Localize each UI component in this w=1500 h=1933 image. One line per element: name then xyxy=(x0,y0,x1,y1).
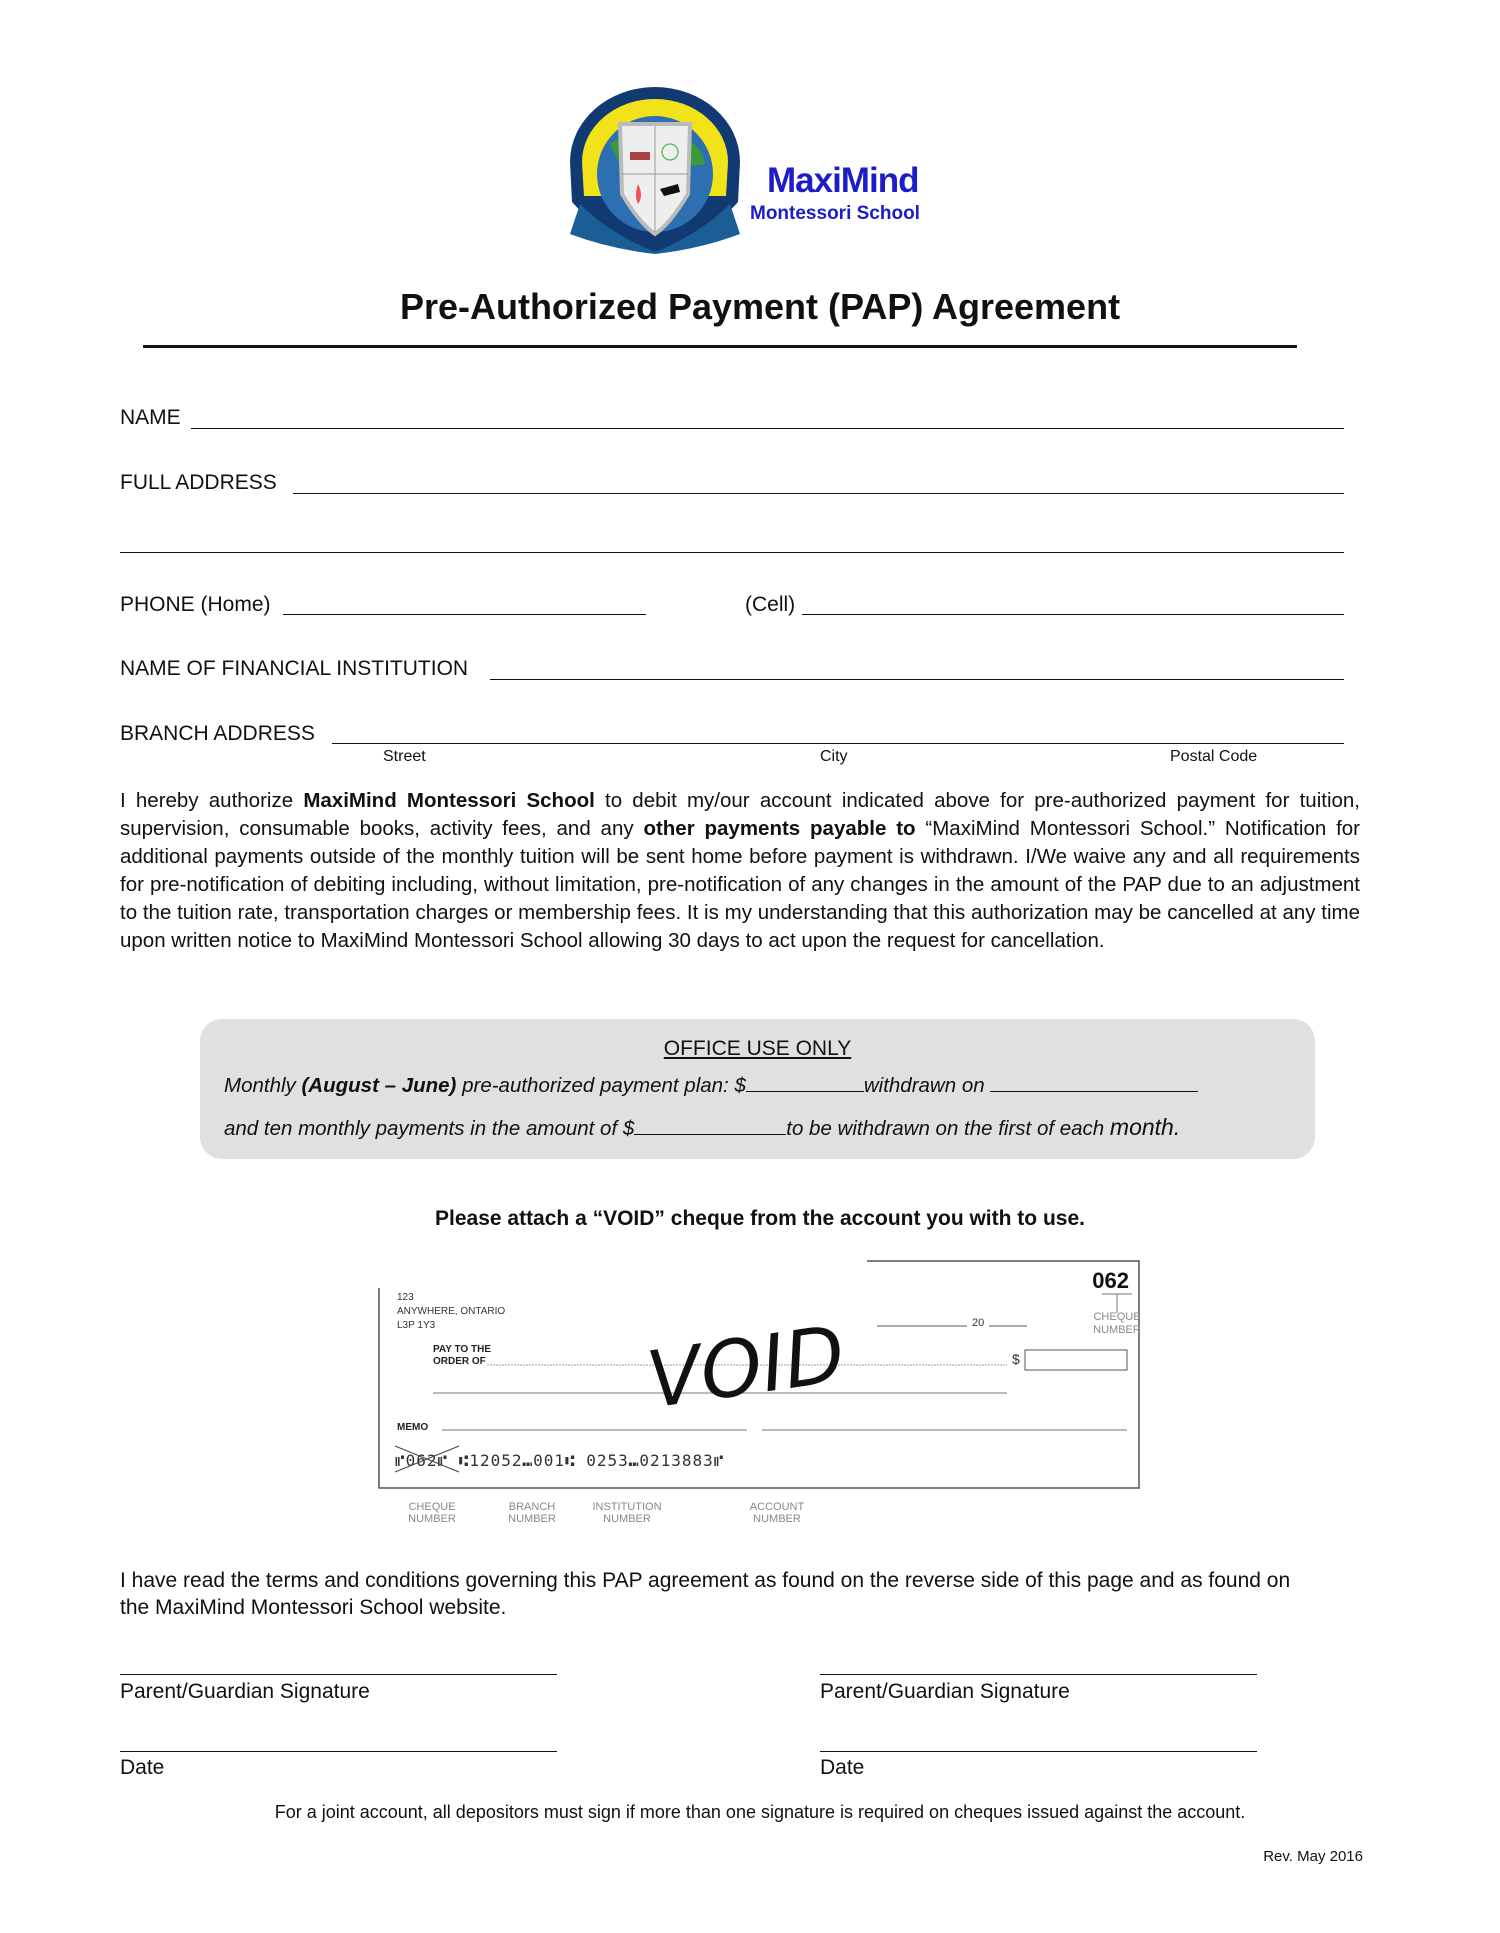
micr-cheque-caption-2: NUMBER xyxy=(408,1513,456,1523)
address-label: FULL ADDRESS xyxy=(120,471,277,494)
dollar-sign: $ xyxy=(1012,1351,1020,1367)
logo-emblem xyxy=(560,84,750,254)
street-sublabel: Street xyxy=(383,748,426,765)
account-caption: ACCOUNT xyxy=(749,1501,805,1513)
institution-label: NAME OF FINANCIAL INSTITUTION xyxy=(120,657,469,680)
institution-caption-2: NUMBER xyxy=(603,1513,651,1523)
phone-home-label: PHONE (Home) xyxy=(120,593,271,616)
terms-line-1: I have read the terms and conditions governing this PAP agreement as found on the reverse side of this page and as found on xyxy=(120,1569,1291,1592)
branch-caption-2: NUMBER xyxy=(508,1513,556,1523)
branch-field[interactable] xyxy=(332,743,1344,744)
terms-line-2: the MaxiMind Montessori School website. xyxy=(120,1596,507,1619)
office-line-2: and ten monthly payments in the amount of $ to be withdrawn on the first of each month. xyxy=(224,1114,1181,1140)
phone-cell-label: (Cell) xyxy=(745,593,796,616)
address-field[interactable] xyxy=(293,493,1344,494)
revision-date: Rev. May 2016 xyxy=(1263,1848,1363,1865)
micr-cheque-caption: CHEQUE xyxy=(408,1501,456,1513)
office-use-box xyxy=(200,1019,1315,1159)
date-field-2[interactable] xyxy=(820,1751,1257,1752)
institution-field[interactable] xyxy=(490,679,1344,680)
name-label: NAME xyxy=(120,406,181,429)
pay-to-label: PAY TO THE xyxy=(433,1344,491,1355)
cheque-address-1: 123 xyxy=(397,1292,414,1303)
date-label-2: Date xyxy=(820,1756,865,1779)
name-field[interactable] xyxy=(191,428,1344,429)
void-mark: VOID xyxy=(641,1309,851,1427)
plan-amount-blank[interactable] xyxy=(746,1073,864,1092)
signature-label-1: Parent/Guardian Signature xyxy=(120,1680,370,1703)
logo-name: MaxiMind xyxy=(767,161,919,200)
phone-home-field[interactable] xyxy=(283,614,646,615)
branch-label: BRANCH ADDRESS xyxy=(120,722,315,745)
order-of-label: ORDER OF xyxy=(433,1356,486,1367)
cheque-number-caption: CHEQUE xyxy=(1093,1311,1141,1323)
cheque-year-prefix: 20 xyxy=(972,1317,985,1329)
void-cheque-sample xyxy=(377,1258,1141,1523)
date-field-1[interactable] xyxy=(120,1751,557,1752)
cheque-number: 062 xyxy=(1092,1268,1129,1293)
authorization-text: I hereby authorize MaxiMind Montessori School to debit my/our account indicated above for pre-authorized payment for tuition, supervision, consumable books, activity fees, and any other payments payable to “MaxiMind Montessori School.” Notification for additional payments outside of the monthly tuition will be sent home before payment is withdrawn. I/We waive any and all requirements for pre-notification of debiting including, without limitation, pre-notification of any changes in the amount of the PAP due to an adjustment to the tuition rate, transportation charges or membership fees. It is my understanding that this authorization may be cancelled at any time upon written notice to MaxiMind Montessori School allowing 30 days to act upon the request for cancellation. xyxy=(120,789,1361,952)
page-title: Pre-Authorized Payment (PAP) Agreement xyxy=(399,286,1121,327)
memo-label: MEMO xyxy=(397,1422,429,1433)
branch-caption: BRANCH xyxy=(508,1501,556,1513)
postal-sublabel: Postal Code xyxy=(1170,748,1258,765)
cheque-address-3: L3P 1Y3 xyxy=(397,1320,436,1331)
signature-field-2[interactable] xyxy=(820,1674,1257,1675)
title-rule xyxy=(143,345,1297,348)
attach-cheque-note: Please attach a “VOID” cheque from the account you with to use. xyxy=(435,1207,1085,1230)
signature-label-2: Parent/Guardian Signature xyxy=(820,1680,1070,1703)
joint-account-note: For a joint account, all depositors must sign if more than one signature is required on cheques issued against the account. xyxy=(274,1802,1246,1822)
office-line-1: Monthly (August – June) pre-authorized payment plan: $ withdrawn on xyxy=(224,1073,1198,1098)
office-use-heading: OFFICE USE ONLY xyxy=(663,1037,852,1060)
city-sublabel: City xyxy=(820,748,848,765)
logo-subtitle: Montessori School xyxy=(750,203,920,224)
withdrawn-date-blank[interactable] xyxy=(990,1073,1198,1092)
school-logo xyxy=(560,84,930,254)
cheque-number-caption-2: NUMBER xyxy=(1093,1324,1141,1336)
address-field-line2[interactable] xyxy=(120,552,1344,553)
phone-cell-field[interactable] xyxy=(802,614,1344,615)
account-caption-2: NUMBER xyxy=(753,1513,801,1523)
date-label-1: Date xyxy=(120,1756,165,1779)
monthly-amount-blank[interactable] xyxy=(634,1116,786,1135)
signature-field-1[interactable] xyxy=(120,1674,557,1675)
cheque-address-2: ANYWHERE, ONTARIO xyxy=(397,1306,506,1317)
micr-line: ⑈062⑈ ⑆12052⑉001⑆ 0253⑉0213883⑈ xyxy=(395,1451,725,1470)
institution-caption: INSTITUTION xyxy=(592,1501,662,1513)
